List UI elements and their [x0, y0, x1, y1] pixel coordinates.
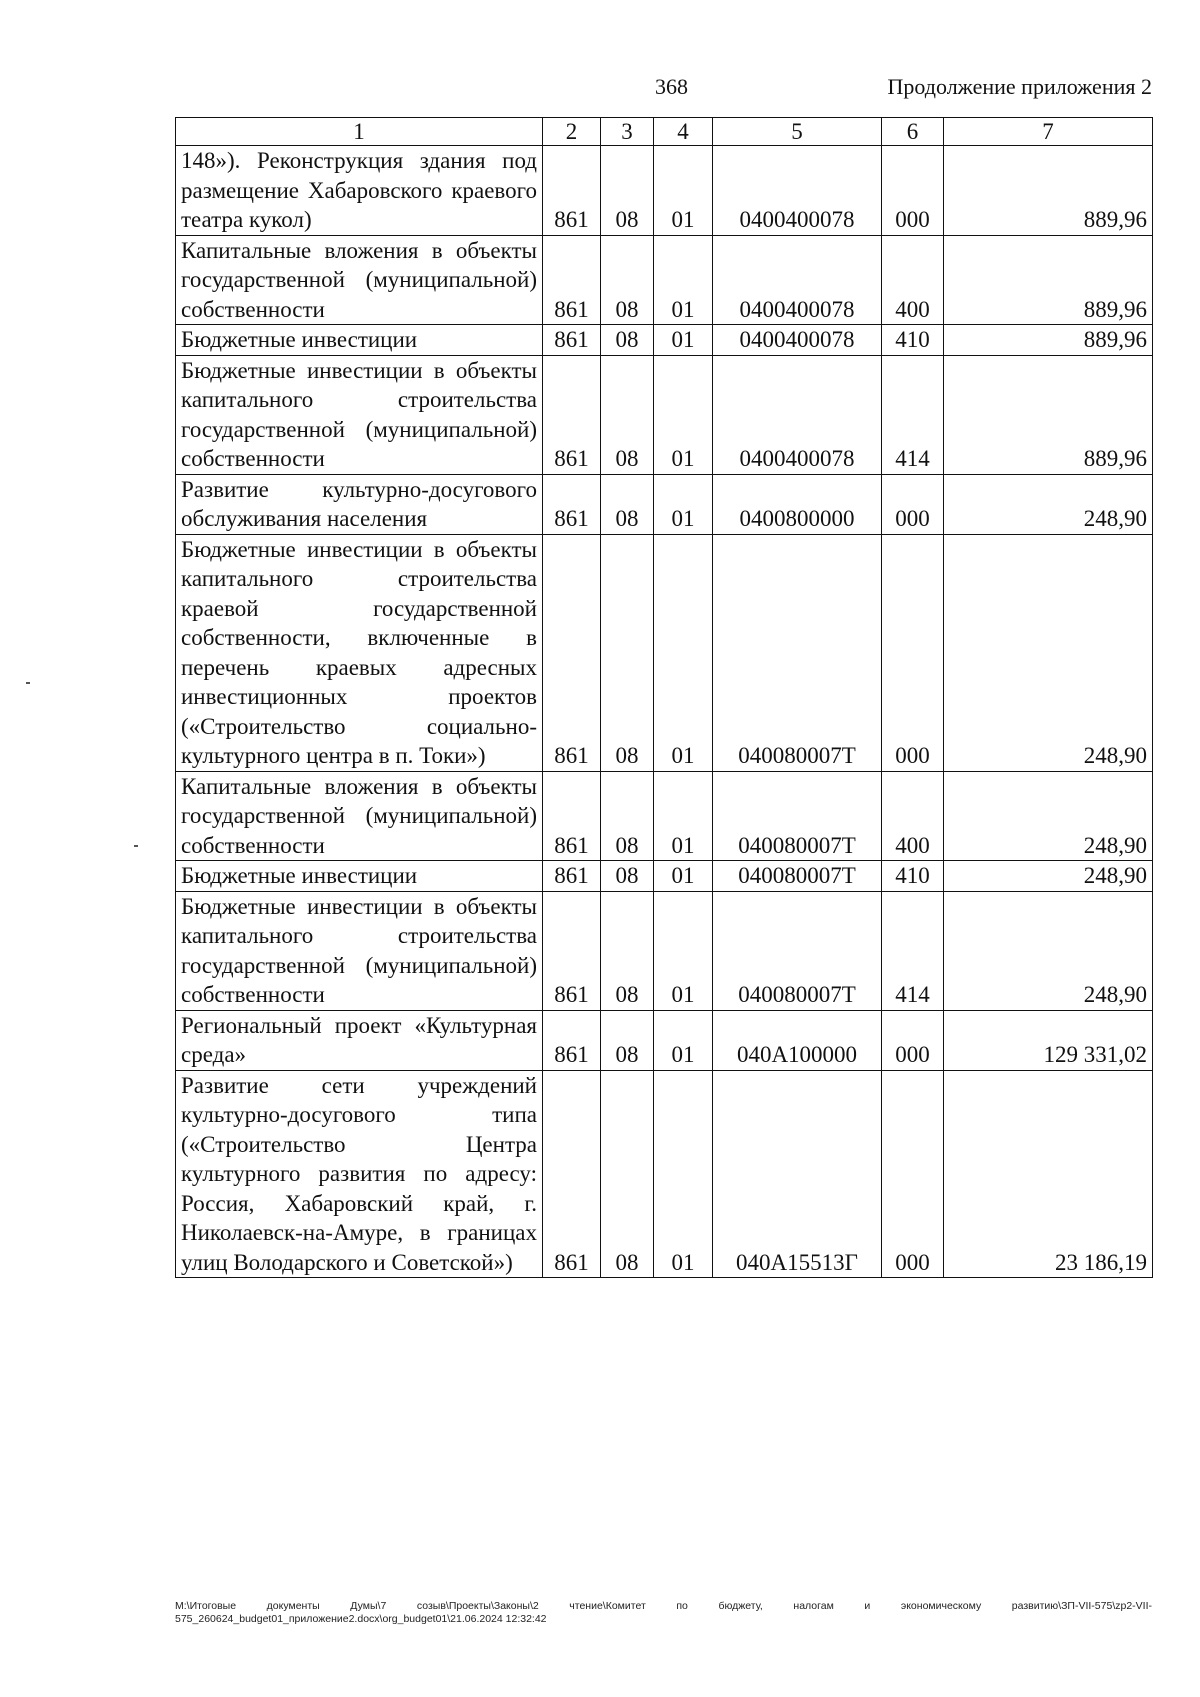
cell-col2: 861 [543, 534, 601, 771]
cell-col4: 01 [654, 771, 713, 861]
footer-file-path: M:\Итоговые документы Думы\7 созыв\Проекты\Законы\2 чтение\Комитет по бюджету, налогам и экономическому развитию\ЗП-VII-575\zp2-VII-575_260624_budget01_приложение2.docx\org_budget01\21.06.2024 12:32:42 [175, 1600, 1152, 1625]
cell-col7: 889,96 [944, 235, 1153, 325]
column-header: 5 [713, 118, 882, 146]
row-description: Капитальные вложения в объекты государственной (муниципальной) собственности [176, 771, 543, 861]
cell-col3: 08 [601, 474, 654, 534]
cell-col5: 0400400078 [713, 235, 882, 325]
cell-col5: 040080007Т [713, 891, 882, 1010]
page-number: 368 [655, 74, 688, 99]
cell-col4: 01 [654, 1070, 713, 1278]
column-header: 2 [543, 118, 601, 146]
table-row [176, 771, 1153, 861]
row-description: Бюджетные инвестиции [176, 325, 543, 356]
table-row [176, 146, 1153, 236]
table-row [176, 325, 1153, 356]
cell-col3: 08 [601, 861, 654, 892]
cell-col6: 414 [882, 891, 944, 1010]
cell-col4: 01 [654, 325, 713, 356]
cell-col3: 08 [601, 1070, 654, 1278]
cell-col2: 861 [543, 771, 601, 861]
cell-col2: 861 [543, 325, 601, 356]
column-header: 6 [882, 118, 944, 146]
table-row [176, 534, 1153, 771]
row-description: Бюджетные инвестиции [176, 861, 543, 892]
column-header: 3 [601, 118, 654, 146]
column-header: 7 [944, 118, 1153, 146]
cell-col7: 889,96 [944, 325, 1153, 356]
cell-col3: 08 [601, 891, 654, 1010]
cell-col7: 889,96 [944, 355, 1153, 474]
cell-col4: 01 [654, 1010, 713, 1070]
cell-col3: 08 [601, 355, 654, 474]
row-description: Развитие сети учреждений культурно-досугового типа («Строительство Центра культурного развития по адресу: Россия, Хабаровский край, г. Николаевск-на-Амуре, в границах улиц Володарского и Советской») [176, 1070, 543, 1278]
cell-col6: 000 [882, 146, 944, 236]
cell-col2: 861 [543, 891, 601, 1010]
budget-table [175, 117, 1153, 1278]
cell-col7: 248,90 [944, 534, 1153, 771]
row-description: 148»). Реконструкция здания под размещение Хабаровского краевого театра кукол) [176, 146, 543, 236]
continuation-label: Продолжение приложения 2 [887, 74, 1152, 99]
cell-col3: 08 [601, 1010, 654, 1070]
cell-col5: 040080007Т [713, 771, 882, 861]
cell-col5: 0400400078 [713, 325, 882, 356]
table-header-row [176, 118, 1153, 146]
cell-col7: 248,90 [944, 474, 1153, 534]
cell-col3: 08 [601, 146, 654, 236]
cell-col5: 040080007Т [713, 861, 882, 892]
row-description: Бюджетные инвестиции в объекты капитального строительства государственной (муниципальной) собственности [176, 355, 543, 474]
cell-col5: 0400800000 [713, 474, 882, 534]
cell-col3: 08 [601, 534, 654, 771]
cell-col4: 01 [654, 355, 713, 474]
cell-col6: 000 [882, 1010, 944, 1070]
cell-col7: 129 331,02 [944, 1010, 1153, 1070]
cell-col2: 861 [543, 1070, 601, 1278]
cell-col4: 01 [654, 891, 713, 1010]
cell-col6: 410 [882, 325, 944, 356]
table-row [176, 474, 1153, 534]
cell-col2: 861 [543, 355, 601, 474]
table-row [176, 355, 1153, 474]
column-header: 4 [654, 118, 713, 146]
cell-col2: 861 [543, 235, 601, 325]
cell-col6: 000 [882, 1070, 944, 1278]
cell-col3: 08 [601, 771, 654, 861]
cell-col7: 23 186,19 [944, 1070, 1153, 1278]
cell-col2: 861 [543, 474, 601, 534]
column-header: 1 [176, 118, 543, 146]
table-row [176, 861, 1153, 892]
cell-col5: 0400400078 [713, 355, 882, 474]
cell-col4: 01 [654, 235, 713, 325]
row-description: Бюджетные инвестиции в объекты капитального строительства государственной (муниципальной) собственности [176, 891, 543, 1010]
scan-mark [134, 845, 138, 847]
cell-col4: 01 [654, 146, 713, 236]
cell-col4: 01 [654, 861, 713, 892]
cell-col5: 0400400078 [713, 146, 882, 236]
cell-col5: 040А15513Г [713, 1070, 882, 1278]
cell-col7: 248,90 [944, 771, 1153, 861]
cell-col7: 248,90 [944, 891, 1153, 1010]
cell-col2: 861 [543, 1010, 601, 1070]
cell-col2: 861 [543, 861, 601, 892]
table-row [176, 1070, 1153, 1278]
scan-mark [26, 682, 30, 684]
cell-col6: 414 [882, 355, 944, 474]
cell-col3: 08 [601, 325, 654, 356]
cell-col7: 889,96 [944, 146, 1153, 236]
cell-col6: 400 [882, 235, 944, 325]
cell-col4: 01 [654, 474, 713, 534]
table-row [176, 235, 1153, 325]
cell-col4: 01 [654, 534, 713, 771]
cell-col6: 000 [882, 534, 944, 771]
table-row [176, 891, 1153, 1010]
cell-col2: 861 [543, 146, 601, 236]
cell-col6: 410 [882, 861, 944, 892]
row-description: Капитальные вложения в объекты государственной (муниципальной) собственности [176, 235, 543, 325]
table-row [176, 1010, 1153, 1070]
cell-col7: 248,90 [944, 861, 1153, 892]
row-description: Развитие культурно-досугового обслуживания населения [176, 474, 543, 534]
row-description: Региональный проект «Культурная среда» [176, 1010, 543, 1070]
cell-col6: 400 [882, 771, 944, 861]
row-description: Бюджетные инвестиции в объекты капитального строительства краевой государственной собственности, включенные в перечень краевых адресных инвестиционных проектов («Строительство социально-культурного центра в п. Токи») [176, 534, 543, 771]
cell-col3: 08 [601, 235, 654, 325]
cell-col5: 040080007Т [713, 534, 882, 771]
cell-col6: 000 [882, 474, 944, 534]
cell-col5: 040А100000 [713, 1010, 882, 1070]
